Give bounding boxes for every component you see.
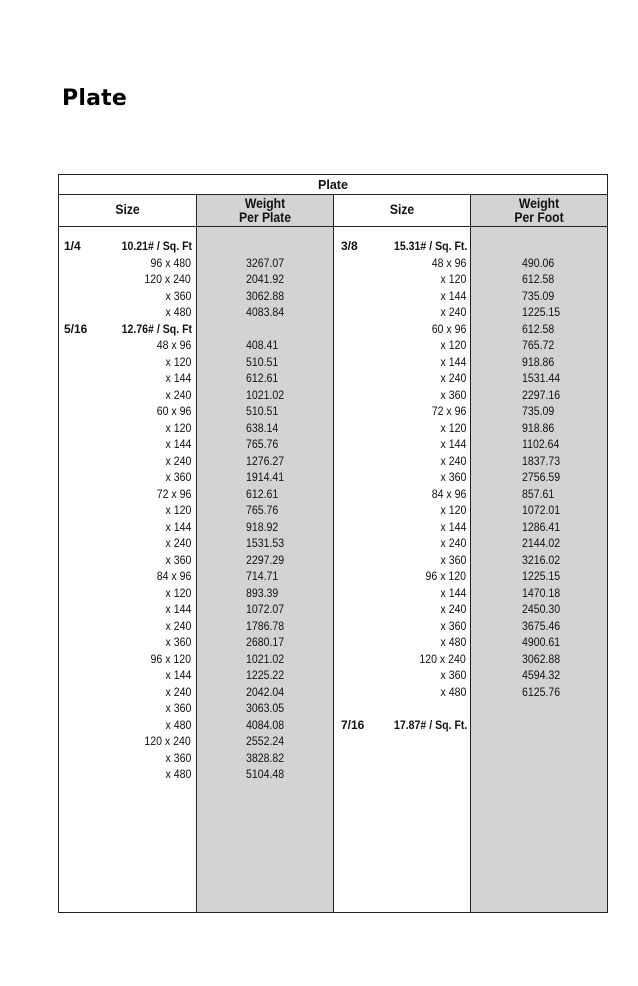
plate-weight-text: 1225.15 <box>522 569 561 583</box>
plate-size-text: x 240 <box>165 618 191 633</box>
plate-weight <box>522 552 565 569</box>
plate-weight <box>522 667 565 684</box>
plate-weight-text: 612.58 <box>522 272 555 286</box>
plate-weight <box>522 436 565 453</box>
plate-size <box>138 733 191 750</box>
plate-weight <box>522 502 565 519</box>
table-row <box>59 585 607 602</box>
plate-weight-text: 918.86 <box>522 354 555 369</box>
plate-size-text: x 240 <box>165 684 191 699</box>
plate-weight <box>522 618 565 635</box>
plate-size-text: 120 x 240 <box>144 272 191 286</box>
plate-weight-text: 612.61 <box>246 486 279 501</box>
plate-size-text: x 240 <box>440 453 466 468</box>
plate-weight-text: 765.76 <box>246 437 279 451</box>
table-row <box>59 321 607 338</box>
weight-per-sq-ft <box>384 717 467 734</box>
plate-size-text: x 360 <box>440 668 466 682</box>
table-row <box>59 634 607 651</box>
header-right-size: Size <box>389 202 415 217</box>
plate-weight-text: 714.71 <box>246 569 279 583</box>
plate-size-text: x 360 <box>440 470 466 484</box>
plate-size-text: x 360 <box>440 618 466 633</box>
plate-weight-text: 918.86 <box>522 420 555 435</box>
header-left-size: Size <box>115 202 140 217</box>
plate-weight <box>246 750 289 767</box>
table-row <box>59 601 607 618</box>
thickness-label: 1/4 <box>64 239 81 253</box>
thickness-label: 5/16 <box>64 321 88 336</box>
plate-weight-text: 490.06 <box>522 255 555 270</box>
table-row <box>59 733 607 750</box>
plate-weight-text: 2450.30 <box>522 602 561 616</box>
plate-weight <box>522 403 559 420</box>
table-row <box>59 535 607 552</box>
plate-weight-text: 1225.22 <box>246 668 285 682</box>
plate-weight <box>522 321 559 338</box>
plate-weight <box>522 469 565 486</box>
plate-weight-text: 1072.01 <box>522 503 561 517</box>
plate-size <box>437 585 466 602</box>
plate-size-text: x 144 <box>440 585 466 600</box>
plate-size-text: x 360 <box>165 470 191 484</box>
plate-size-text: x 480 <box>165 717 191 732</box>
plate-weight <box>522 634 565 651</box>
plate-weight <box>522 337 559 354</box>
plate-weight-text: 765.76 <box>246 503 279 517</box>
plate-size-text: 96 x 120 <box>425 569 466 583</box>
plate-weight <box>522 684 565 701</box>
plate-size-text: x 144 <box>165 519 191 534</box>
plate-weight-text: 3063.05 <box>246 701 285 715</box>
plate-weight-text: 1470.18 <box>522 585 561 600</box>
plate-weight <box>522 601 565 618</box>
plate-size <box>437 502 466 519</box>
table-row <box>59 304 607 321</box>
table-row <box>59 436 607 453</box>
plate-weight <box>522 271 559 288</box>
plate-size-text: x 120 <box>165 354 191 369</box>
plate-size <box>437 552 466 569</box>
table-row <box>59 255 607 272</box>
table-row <box>59 519 607 536</box>
plate-weight <box>522 288 559 305</box>
table-row <box>59 469 607 486</box>
table-row <box>59 420 607 437</box>
plate-weight-text: 2756.59 <box>522 470 561 484</box>
plate-size-text: x 120 <box>165 420 191 435</box>
weight-per-sq-ft <box>384 238 467 255</box>
plate-size <box>437 535 466 552</box>
plate-size-text: x 144 <box>165 602 191 616</box>
plate-size <box>437 387 466 404</box>
table-row <box>59 717 607 734</box>
plate-size <box>437 634 466 651</box>
plate-weight-text: 4084.08 <box>246 717 285 732</box>
plate-weight <box>522 255 559 272</box>
plate-weight <box>522 535 565 552</box>
plate-weight-text: 3828.82 <box>246 750 285 765</box>
plate-size-text: x 360 <box>165 701 191 715</box>
plate-size-text: x 144 <box>440 288 466 303</box>
plate-size-text: 48 x 96 <box>431 255 466 270</box>
plate-size <box>437 436 466 453</box>
plate-size-text: x 240 <box>440 305 466 319</box>
plate-size-text: x 240 <box>165 536 191 550</box>
plate-weight <box>522 486 559 503</box>
plate-size-text: x 360 <box>165 288 191 303</box>
plate-size-text: 84 x 96 <box>156 569 191 583</box>
plate-table <box>58 174 608 913</box>
plate-size <box>437 667 466 684</box>
plate-weight <box>522 387 565 404</box>
plate-size-text: 60 x 96 <box>431 321 466 336</box>
plate-size <box>437 469 466 486</box>
plate-size <box>437 618 466 635</box>
plate-size <box>437 337 466 354</box>
plate-size <box>427 255 466 272</box>
plate-size-text: 60 x 96 <box>156 404 191 418</box>
plate-weight-text: 2297.16 <box>522 387 561 402</box>
plate-weight-text: 1786.78 <box>246 618 285 633</box>
plate-size-text: x 360 <box>440 552 466 567</box>
plate-weight-text: 1531.53 <box>246 536 285 550</box>
plate-weight-text: 918.92 <box>246 519 279 534</box>
plate-size-text: x 240 <box>440 371 466 385</box>
plate-weight-text: 638.14 <box>246 420 279 435</box>
plate-weight-text: 1286.41 <box>522 519 561 534</box>
plate-size-text: x 480 <box>440 684 466 699</box>
plate-weight <box>522 304 565 321</box>
plate-size-text: 120 x 240 <box>419 651 466 666</box>
plate-size-text: x 144 <box>440 519 466 534</box>
plate-weight-text: 3062.88 <box>246 288 285 303</box>
thickness-label: 7/16 <box>341 717 365 732</box>
plate-size-text: x 120 <box>440 503 466 517</box>
plate-weight-text: 1021.02 <box>246 651 285 666</box>
table-caption: Plate <box>318 178 348 192</box>
plate-size <box>437 370 466 387</box>
plate-weight-text: 893.39 <box>246 585 279 600</box>
table-row <box>59 684 607 701</box>
plate-weight-text: 2552.24 <box>246 734 285 748</box>
weight-per-sq-ft-text: 12.76# / Sq. Ft <box>121 321 192 336</box>
plate-size <box>162 750 191 767</box>
plate-size <box>437 684 466 701</box>
plate-weight-text: 2041.92 <box>246 272 285 286</box>
plate-weight-text: 3216.02 <box>522 552 561 567</box>
plate-size <box>437 453 466 470</box>
plate-size-text: x 240 <box>440 602 466 616</box>
table-row <box>59 568 607 585</box>
table-row <box>59 766 607 783</box>
plate-size <box>437 519 466 536</box>
plate-weight-text: 3675.46 <box>522 618 561 633</box>
table-row <box>59 667 607 684</box>
plate-size-text: x 144 <box>165 437 191 451</box>
plate-weight-text: 2680.17 <box>246 635 285 649</box>
weight-per-sq-ft-text: 10.21# / Sq. Ft <box>121 239 192 253</box>
table-row <box>59 453 607 470</box>
plate-size-text: 72 x 96 <box>156 486 191 501</box>
plate-size-text: 48 x 96 <box>156 338 191 352</box>
plate-size-text: x 144 <box>165 668 191 682</box>
table-row <box>59 387 607 404</box>
plate-size-text: x 120 <box>440 272 466 286</box>
plate-weight-text: 735.09 <box>522 404 555 418</box>
plate-weight <box>522 420 559 437</box>
plate-weight-text: 408.41 <box>246 338 279 352</box>
thickness-label: 3/8 <box>341 239 358 253</box>
plate-size-text: x 120 <box>440 420 466 435</box>
plate-size <box>437 354 466 371</box>
plate-size <box>413 651 466 668</box>
plate-size-text: x 120 <box>165 503 191 517</box>
plate-weight <box>522 354 559 371</box>
plate-weight-text: 510.51 <box>246 354 279 369</box>
plate-size-text: x 480 <box>440 635 466 649</box>
weight-per-sq-ft-text: 15.31# / Sq. Ft. <box>393 239 467 253</box>
table-row <box>59 354 607 371</box>
plate-weight-text: 2297.29 <box>246 552 285 567</box>
plate-size <box>162 766 191 783</box>
plate-size-text: x 120 <box>165 585 191 600</box>
plate-weight <box>522 453 565 470</box>
plate-size <box>437 420 466 437</box>
table-row <box>59 618 607 635</box>
plate-weight-text: 3267.07 <box>246 255 285 270</box>
plate-weight-text: 5104.48 <box>246 767 285 781</box>
plate-size-text: 72 x 96 <box>431 404 466 418</box>
plate-size-text: x 360 <box>440 387 466 402</box>
table-row <box>59 337 607 354</box>
plate-size <box>437 304 466 321</box>
plate-weight-text: 1531.44 <box>522 371 561 385</box>
table-row <box>59 486 607 503</box>
plate-weight-text: 3062.88 <box>522 651 561 666</box>
plate-size-text: 96 x 480 <box>150 255 191 270</box>
plate-weight <box>522 585 565 602</box>
plate-size-text: x 480 <box>165 305 191 319</box>
plate-size <box>420 568 466 585</box>
plate-weight-text: 735.09 <box>522 288 555 303</box>
plate-size-text: x 360 <box>165 635 191 649</box>
table-row <box>59 403 607 420</box>
plate-weight-text: 510.51 <box>246 404 279 418</box>
page-title: Plate <box>62 86 127 111</box>
plate-weight-text: 1021.02 <box>246 387 285 402</box>
table-row <box>59 700 607 717</box>
plate-size-text: x 144 <box>165 371 191 385</box>
plate-weight-text: 2042.04 <box>246 684 285 699</box>
plate-size-text: x 360 <box>165 750 191 765</box>
plate-size-text: 96 x 120 <box>150 651 191 666</box>
plate-weight-text: 1837.73 <box>522 453 561 468</box>
plate-size <box>437 288 466 305</box>
plate-size-text: x 240 <box>440 536 466 550</box>
table-row <box>59 271 607 288</box>
weight-per-sq-ft-text: 17.87# / Sq. Ft. <box>393 717 467 732</box>
plate-size-text: 120 x 240 <box>144 734 191 748</box>
table-row <box>59 651 607 668</box>
plate-weight <box>522 519 565 536</box>
plate-size <box>427 486 466 503</box>
plate-weight-text: 1914.41 <box>246 470 285 484</box>
table-row <box>59 238 607 255</box>
plate-size <box>427 403 466 420</box>
plate-weight-text: 857.61 <box>522 486 555 501</box>
plate-weight <box>522 370 565 387</box>
header-left-weight: Weight Per Plate <box>238 196 292 225</box>
table-row <box>59 552 607 569</box>
plate-size <box>427 321 466 338</box>
plate-weight-text: 1225.15 <box>522 305 561 319</box>
plate-weight-text: 612.61 <box>246 371 279 385</box>
plate-weight <box>522 568 565 585</box>
plate-size-text: x 240 <box>165 387 191 402</box>
plate-size-text: x 480 <box>165 767 191 781</box>
plate-weight-text: 1102.64 <box>522 437 560 451</box>
plate-size-text: x 144 <box>440 437 466 451</box>
plate-size-text: x 360 <box>165 552 191 567</box>
plate-size-text: x 144 <box>440 354 466 369</box>
plate-weight-text: 4594.32 <box>522 668 561 682</box>
plate-weight-text: 6125.76 <box>522 684 561 699</box>
table-row <box>59 288 607 305</box>
plate-size-text: x 240 <box>165 453 191 468</box>
plate-weight-text: 1276.27 <box>246 453 285 468</box>
plate-weight-text: 612.58 <box>522 321 555 336</box>
plate-weight-text: 765.72 <box>522 338 555 352</box>
plate-size-text: x 120 <box>440 338 466 352</box>
plate-weight <box>522 651 565 668</box>
plate-size <box>437 271 466 288</box>
plate-weight-text: 4083.84 <box>246 305 285 319</box>
plate-size-text: 84 x 96 <box>431 486 466 501</box>
table-row <box>59 750 607 767</box>
plate-weight <box>246 766 289 783</box>
plate-weight-text: 1072.07 <box>246 602 285 616</box>
plate-weight-text: 4900.61 <box>522 635 561 649</box>
table-row <box>59 370 607 387</box>
plate-weight-text: 2144.02 <box>522 536 561 550</box>
table-row <box>59 502 607 519</box>
header-right-weight: Weight Per Foot <box>514 196 564 225</box>
plate-weight <box>246 733 289 750</box>
plate-size <box>437 601 466 618</box>
